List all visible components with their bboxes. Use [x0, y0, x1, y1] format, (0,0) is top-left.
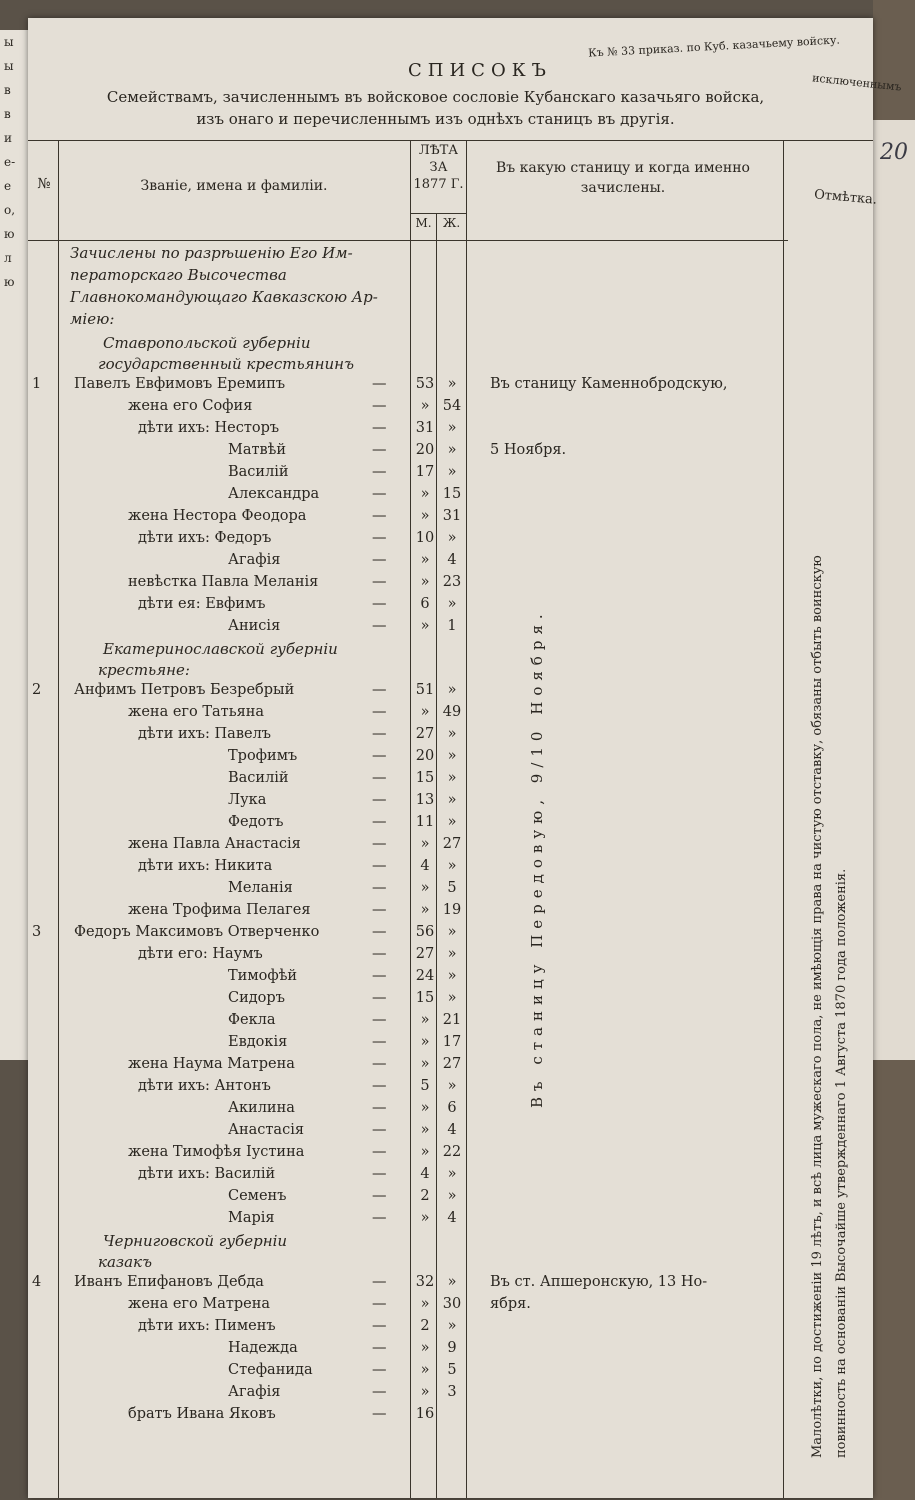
age-female: 6 [447, 1100, 457, 1116]
person-name: Надежда [228, 1340, 298, 1356]
age-female: » [447, 1166, 457, 1182]
table-row [28, 946, 873, 968]
row-number: 4 [32, 1274, 42, 1290]
age-female: » [447, 726, 457, 742]
age-male: 31 [415, 420, 435, 436]
age-male: » [420, 1362, 430, 1378]
person-name: Семенъ [228, 1188, 287, 1204]
age-male: » [420, 1012, 430, 1028]
row-dash: — [372, 1340, 387, 1356]
age-male: 32 [415, 1274, 435, 1290]
excluded-heading: исключеннымъ [811, 71, 903, 94]
age-female: 4 [447, 552, 457, 568]
table-row [28, 1318, 873, 1340]
row-dash: — [372, 682, 387, 698]
age-female: 17 [442, 1034, 462, 1050]
age-male: » [420, 574, 430, 590]
person-name: жена Трофима Пелагея [128, 902, 311, 918]
age-male: 27 [415, 726, 435, 742]
left-strip-fragment: ю [4, 275, 15, 289]
age-male: 24 [415, 968, 435, 984]
age-male: » [420, 1296, 430, 1312]
table-row [28, 1166, 873, 1188]
left-strip-fragment: и [4, 131, 12, 145]
table-row [28, 618, 873, 640]
age-female: » [447, 1274, 457, 1290]
person-name: дѣти ихъ: Несторъ [138, 420, 280, 436]
age-male: » [420, 1122, 430, 1138]
age-female: » [447, 858, 457, 874]
age-female: » [447, 946, 457, 962]
row-dash: — [372, 552, 387, 568]
person-name: Анфимъ Петровъ Безребрый [74, 682, 295, 698]
age-female: 21 [442, 1012, 462, 1028]
person-name: Федотъ [228, 814, 284, 830]
intro-line: міею: [70, 310, 115, 328]
row-dash: — [372, 376, 387, 392]
age-female: 19 [442, 902, 462, 918]
table-row [28, 1274, 873, 1296]
age-male: 17 [415, 464, 435, 480]
person-name: жена Нестора Феодора [128, 508, 307, 524]
row-dash: — [372, 858, 387, 874]
table-row [28, 464, 873, 486]
row-dash: — [372, 1122, 387, 1138]
age-male: 51 [415, 682, 435, 698]
age-female: 3 [447, 1384, 457, 1400]
left-strip-fragment: о, [4, 203, 16, 217]
row-dash: — [372, 770, 387, 786]
table-row [28, 1056, 873, 1078]
age-female: » [447, 1318, 457, 1334]
table-row [28, 1034, 873, 1056]
table-row [28, 574, 873, 596]
age-female: 22 [442, 1144, 462, 1160]
table-row [28, 682, 873, 704]
table-row [28, 1078, 873, 1100]
intro-line: Главнокомандующаго Кавказскою Ар- [70, 288, 378, 306]
person-name: братъ Ивана Яковъ [128, 1406, 276, 1422]
person-name: Трофимъ [228, 748, 298, 764]
age-female: 27 [442, 836, 462, 852]
row-dash: — [372, 596, 387, 612]
age-male: 2 [420, 1188, 430, 1204]
header-stanitsa: Въ какую станицу и когда именно зачислены. [496, 160, 750, 196]
row-dash: — [372, 486, 387, 502]
table-row [28, 442, 873, 464]
age-female: 4 [447, 1210, 457, 1226]
age-female: » [447, 1078, 457, 1094]
age-female: 54 [442, 398, 462, 414]
person-name: жена Павла Анастасія [128, 836, 301, 852]
person-name: дѣти ихъ: Павелъ [138, 726, 271, 742]
header-female: Ж. [442, 216, 461, 230]
age-male: » [420, 1034, 430, 1050]
page-number: 20 [880, 140, 908, 165]
subtitle-line-2: изъ онаго и перечисленнымъ изъ однѣхъ станицъ въ другія. [196, 110, 675, 128]
table-row [28, 924, 873, 946]
age-male: 5 [420, 1078, 430, 1094]
age-female: 30 [442, 1296, 462, 1312]
person-name: невѣстка Павла Меланія [128, 574, 319, 590]
row-dash: — [372, 1144, 387, 1160]
age-male: » [420, 1340, 430, 1356]
age-female: » [447, 814, 457, 830]
table-row [28, 530, 873, 552]
table-row [28, 726, 873, 748]
document-subtitle [68, 86, 803, 130]
left-strip-fragment: е- [4, 155, 16, 169]
left-strip-fragment: ы [4, 59, 14, 73]
vertical-note-peredovaya: Въ станицу Передовую, 9/10 Ноября. [528, 608, 546, 1108]
table-row [28, 1210, 873, 1232]
person-name: Агафія [228, 552, 281, 568]
stanitsa-note: ября. [490, 1296, 531, 1312]
row-dash: — [372, 748, 387, 764]
table-row [28, 814, 873, 836]
person-name: Федоръ Максимовъ Отверченко [74, 924, 320, 940]
age-male: 6 [420, 596, 430, 612]
person-name: Анисія [228, 618, 281, 634]
left-strip-fragment: е [4, 179, 12, 193]
group-heading: казакъ [98, 1253, 152, 1271]
age-male: » [420, 836, 430, 852]
person-name: дѣти ихъ: Федоръ [138, 530, 272, 546]
header-mark: Отмѣтка. [813, 187, 878, 208]
row-dash: — [372, 420, 387, 436]
left-strip-fragment: л [4, 251, 12, 265]
table-row [28, 1340, 873, 1362]
age-female: 9 [447, 1340, 457, 1356]
age-male: 10 [415, 530, 435, 546]
row-dash: — [372, 1100, 387, 1116]
stanitsa-note: Въ ст. Апшеронскую, 13 Но- [490, 1274, 708, 1290]
header-number: № [37, 176, 51, 192]
person-name: Александра [228, 486, 320, 502]
age-female: 49 [442, 704, 462, 720]
age-male: » [420, 1144, 430, 1160]
table-row [28, 420, 873, 442]
row-dash: — [372, 1012, 387, 1028]
age-subheader-rule [410, 213, 466, 214]
row-dash: — [372, 1406, 387, 1422]
age-male: 20 [415, 748, 435, 764]
table-row [28, 1144, 873, 1166]
row-dash: — [372, 464, 387, 480]
table-row [28, 398, 873, 420]
person-name: Евдокія [228, 1034, 288, 1050]
age-female: 5 [447, 1362, 457, 1378]
person-name: дѣти ихъ: Василій [138, 1166, 276, 1182]
row-dash: — [372, 618, 387, 634]
person-name: Меланія [228, 880, 293, 896]
row-dash: — [372, 1078, 387, 1094]
age-female: » [447, 596, 457, 612]
row-dash: — [372, 968, 387, 984]
age-female: » [447, 990, 457, 1006]
header-male: М. [415, 216, 432, 230]
row-dash: — [372, 1166, 387, 1182]
person-name: жена его София [128, 398, 253, 414]
row-dash: — [372, 398, 387, 414]
table-row [28, 770, 873, 792]
table-row [28, 1406, 873, 1428]
person-name: жена Наума Матрена [128, 1056, 295, 1072]
age-female: 31 [442, 508, 462, 524]
left-page-margin-strip [0, 30, 28, 1060]
left-strip-fragment: в [4, 83, 11, 97]
left-strip-fragment: ы [4, 35, 14, 49]
age-male: 16 [415, 1406, 435, 1422]
row-dash: — [372, 726, 387, 742]
table-row [28, 704, 873, 726]
person-name: дѣти ихъ: Никита [138, 858, 273, 874]
left-strip-fragment: в [4, 107, 11, 121]
row-dash: — [372, 946, 387, 962]
age-female: » [447, 1188, 457, 1204]
row-number: 1 [32, 376, 42, 392]
table-row [28, 990, 873, 1012]
age-female: 23 [442, 574, 462, 590]
table-row [28, 1122, 873, 1144]
group-heading: государственный крестьянинъ [98, 355, 354, 373]
age-female: » [447, 770, 457, 786]
person-name: Иванъ Епифановъ Дебда [74, 1274, 264, 1290]
age-female: 4 [447, 1122, 457, 1138]
row-dash: — [372, 1210, 387, 1226]
vertical-note-line-2: повинность на основаніи Высочайше утвержденнаго 1 Августа 1870 года положенія. [834, 868, 849, 1458]
age-female: 5 [447, 880, 457, 896]
table-row [28, 858, 873, 880]
age-male: » [420, 1384, 430, 1400]
row-dash: — [372, 1274, 387, 1290]
age-female: » [447, 464, 457, 480]
left-strip-fragment: ю [4, 227, 15, 241]
stanitsa-note: Въ станицу Каменнобродскую, [490, 376, 728, 392]
vertical-note-line-1: Малолѣтки, по достиженіи 19 лѣтъ, и всѣ лица мужескаго пола, не имѣющія права на чистую отставку, обязаны отбыть воинскую [810, 555, 825, 1458]
person-name: Лука [228, 792, 267, 808]
age-female: 1 [447, 618, 457, 634]
person-name: Сидоръ [228, 990, 285, 1006]
header-name: Званіе, имена и фамиліи. [140, 178, 328, 194]
age-male: » [420, 704, 430, 720]
age-female: 27 [442, 1056, 462, 1072]
row-dash: — [372, 704, 387, 720]
group-heading: Ставропольской губерніи [103, 334, 311, 352]
age-male: 4 [420, 1166, 430, 1182]
table-row [28, 792, 873, 814]
person-name: Стефанида [228, 1362, 313, 1378]
row-dash: — [372, 508, 387, 524]
table-top-rule [28, 140, 873, 141]
person-name: жена его Матрена [128, 1296, 271, 1312]
row-dash: — [372, 574, 387, 590]
age-male: » [420, 508, 430, 524]
table-row [28, 1188, 873, 1210]
age-male: » [420, 398, 430, 414]
age-female: » [447, 792, 457, 808]
stanitsa-note: 5 Ноября. [490, 442, 567, 458]
row-dash: — [372, 1188, 387, 1204]
row-dash: — [372, 1384, 387, 1400]
person-name: дѣти его: Наумъ [138, 946, 263, 962]
table-row [28, 968, 873, 990]
intro-line: Зачислены по разрѣшенію Его Им- [70, 244, 353, 262]
row-dash: — [372, 1056, 387, 1072]
row-dash: — [372, 924, 387, 940]
person-name: Анастасія [228, 1122, 304, 1138]
person-name: Василій [228, 464, 289, 480]
age-female: » [447, 420, 457, 436]
row-dash: — [372, 880, 387, 896]
row-dash: — [372, 990, 387, 1006]
table-row [28, 552, 873, 574]
person-name: дѣти ихъ: Антонъ [138, 1078, 271, 1094]
age-male: 20 [415, 442, 435, 458]
row-number: 2 [32, 682, 42, 698]
header-bottom-rule [28, 240, 788, 241]
group-heading: Черниговской губерніи [103, 1232, 288, 1250]
age-male: 4 [420, 858, 430, 874]
person-name: Марія [228, 1210, 275, 1226]
row-dash: — [372, 836, 387, 852]
person-name: Василій [228, 770, 289, 786]
row-number: 3 [32, 924, 42, 940]
age-male: 2 [420, 1318, 430, 1334]
age-male: » [420, 552, 430, 568]
table-row [28, 596, 873, 618]
age-male: » [420, 486, 430, 502]
person-name: дѣти ихъ: Пименъ [138, 1318, 276, 1334]
age-male: » [420, 880, 430, 896]
row-dash: — [372, 814, 387, 830]
age-female: » [447, 748, 457, 764]
row-dash: — [372, 1296, 387, 1312]
age-female: » [447, 924, 457, 940]
row-dash: — [372, 1034, 387, 1050]
age-female: » [447, 530, 457, 546]
age-male: 56 [415, 924, 435, 940]
age-female: » [447, 376, 457, 392]
person-name: жена его Татьяна [128, 704, 265, 720]
age-male: » [420, 618, 430, 634]
table-row [28, 508, 873, 530]
person-name: Агафія [228, 1384, 281, 1400]
age-male: 53 [415, 376, 435, 392]
order-reference: Къ № 33 приказ. по Куб. казачьему войску. [587, 33, 841, 60]
age-male: » [420, 902, 430, 918]
age-male: 13 [415, 792, 435, 808]
subtitle-line-1: Семействамъ, зачисленнымъ въ войсковое сословіе Кубанскаго казачьяго войска, [106, 88, 765, 106]
table-row [28, 902, 873, 924]
right-page-edge [873, 0, 915, 1500]
row-dash: — [372, 1362, 387, 1378]
age-male: » [420, 1100, 430, 1116]
person-name: Тимофѣй [228, 968, 298, 984]
table-row [28, 1296, 873, 1318]
age-male: » [420, 1210, 430, 1226]
row-dash: — [372, 792, 387, 808]
header-age: ЛѢТА ЗА 1877 Г. [413, 143, 464, 192]
row-dash: — [372, 1318, 387, 1334]
age-male: 15 [415, 990, 435, 1006]
row-dash: — [372, 442, 387, 458]
table-row [28, 1384, 873, 1406]
group-heading: крестьяне: [98, 661, 190, 679]
table-row [28, 486, 873, 508]
person-name: Матвѣй [228, 442, 287, 458]
age-male: 11 [415, 814, 435, 830]
vertical-note-military-service [806, 555, 854, 1458]
table-row [28, 836, 873, 858]
group-heading: Екатеринославской губерніи [103, 640, 338, 658]
row-dash: — [372, 902, 387, 918]
age-female: » [447, 682, 457, 698]
age-male: » [420, 1056, 430, 1072]
table-row [28, 1012, 873, 1034]
person-name: Павелъ Евфимовъ Еремипъ [74, 376, 286, 392]
age-female: » [447, 968, 457, 984]
table-row [28, 1100, 873, 1122]
person-name: жена Тимофѣя Іустина [128, 1144, 305, 1160]
person-name: дѣти ея: Евфимъ [138, 596, 266, 612]
table-row [28, 880, 873, 902]
row-dash: — [372, 530, 387, 546]
age-male: 15 [415, 770, 435, 786]
document-page [28, 18, 903, 1498]
person-name: Фекла [228, 1012, 276, 1028]
age-female: 15 [442, 486, 462, 502]
intro-line: ператорскаго Высочества [70, 266, 287, 284]
person-name: Акилина [228, 1100, 295, 1116]
table-row [28, 376, 873, 398]
age-male: 27 [415, 946, 435, 962]
table-row [28, 1362, 873, 1384]
document-title: СПИСОКЪ [408, 60, 552, 81]
table-row [28, 748, 873, 770]
age-female: » [447, 442, 457, 458]
